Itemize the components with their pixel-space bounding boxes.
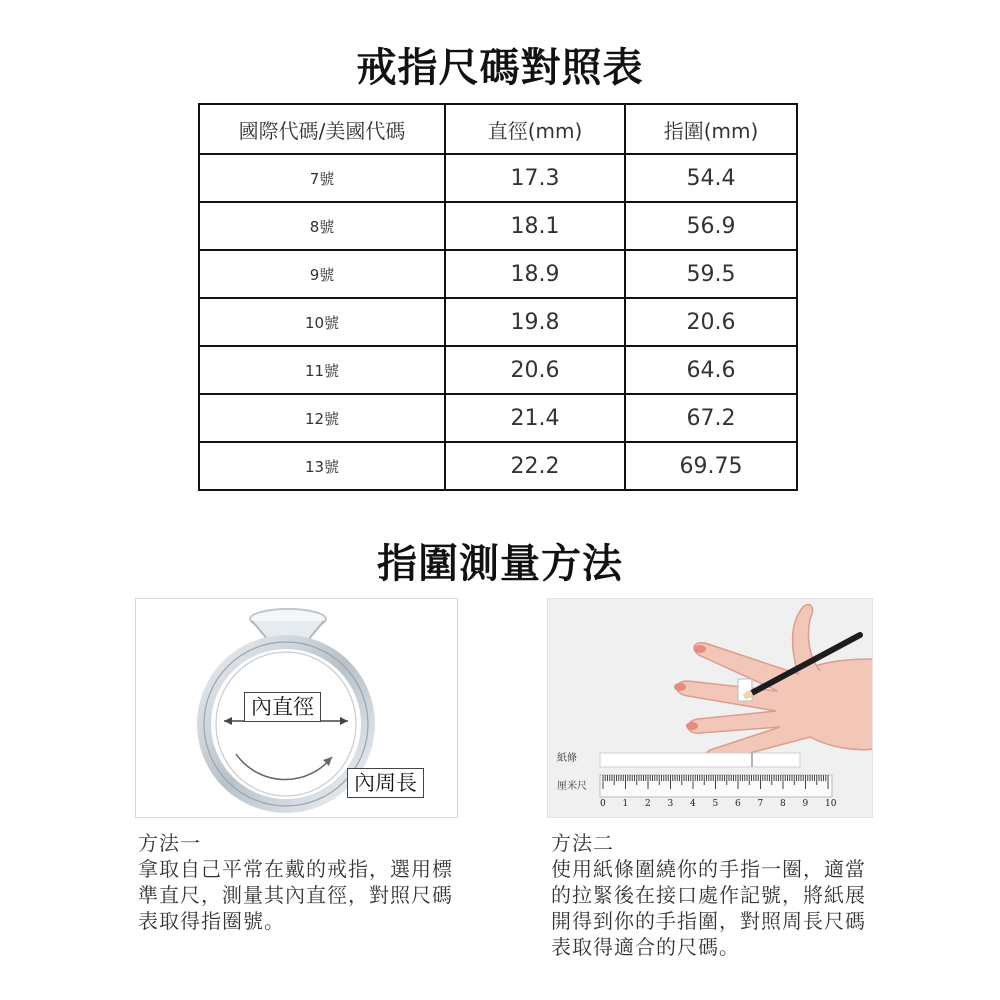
hand-measure-figure — [547, 598, 873, 818]
circumference-cell: 20.6 — [625, 298, 797, 346]
method-two-heading: 方法二 — [551, 831, 614, 855]
method-two — [551, 830, 881, 960]
ruler-tick-label: 7 — [757, 799, 764, 809]
ruler-tick-label: 5 — [712, 799, 719, 809]
header-diameter: 直徑(mm) — [445, 104, 625, 154]
diameter-cell: 20.6 — [445, 346, 625, 394]
section-title: 指圍測量方法 — [377, 541, 623, 587]
table-row — [199, 394, 797, 442]
diameter-cell: 19.8 — [445, 298, 625, 346]
ruler-tick-label: 4 — [690, 799, 696, 809]
size-code-cell: 9號 — [199, 250, 445, 298]
size-code-cell: 11號 — [199, 346, 445, 394]
table-row — [199, 202, 797, 250]
circumference-cell: 56.9 — [625, 202, 797, 250]
hand-illustration — [548, 599, 873, 818]
page-title: 戒指尺碼對照表 — [356, 45, 644, 91]
ruler-tick-label: 9 — [802, 799, 809, 809]
ruler-tick-label: 8 — [780, 799, 786, 809]
header-circumference: 指圍(mm) — [625, 104, 797, 154]
table-row — [199, 442, 797, 490]
ruler-tick-label: 1 — [622, 799, 629, 809]
size-code-cell: 7號 — [199, 154, 445, 202]
diameter-cell: 18.1 — [445, 202, 625, 250]
strip-label: 紙條 — [557, 753, 577, 764]
diameter-cell: 18.9 — [445, 250, 625, 298]
size-code-cell: 8號 — [199, 202, 445, 250]
circumference-cell: 54.4 — [625, 154, 797, 202]
diameter-cell: 17.3 — [445, 154, 625, 202]
ruler-tick-label: 10 — [825, 799, 837, 809]
ring-size-table — [198, 103, 798, 491]
circumference-cell: 59.5 — [625, 250, 797, 298]
ruler-tick-label: 2 — [645, 799, 651, 809]
ruler-tick-label: 0 — [600, 799, 606, 809]
ruler-tick-label: 3 — [667, 799, 674, 809]
table-row — [199, 346, 797, 394]
table-row — [199, 154, 797, 202]
size-code-cell: 12號 — [199, 394, 445, 442]
diameter-cell: 22.2 — [445, 442, 625, 490]
size-code-cell: 13號 — [199, 442, 445, 490]
table-row — [199, 250, 797, 298]
header-size-code: 國際代碼/美國代碼 — [199, 104, 445, 154]
method-one-heading: 方法一 — [138, 831, 201, 855]
inner-circumference-label: 內周長 — [347, 768, 424, 798]
method-two-text: 使用紙條圍繞你的手指一圈，適當的拉緊後在接口處作記號，將紙展開得到你的手指圍，對照周長尺碼表取得適合的尺碼。 — [551, 857, 866, 959]
inner-diameter-label: 內直徑 — [244, 692, 321, 722]
table-header-row — [199, 104, 797, 154]
circumference-cell: 67.2 — [625, 394, 797, 442]
ruler-numbers — [548, 799, 873, 813]
circumference-cell: 69.75 — [625, 442, 797, 490]
diameter-cell: 21.4 — [445, 394, 625, 442]
ruler-label: 厘米尺 — [557, 781, 587, 792]
ruler-tick-label: 6 — [735, 799, 741, 809]
method-one-text: 拿取自己平常在戴的戒指，選用標準直尺，測量其內直徑，對照尺碼表取得指圈號。 — [138, 857, 453, 933]
size-code-cell: 10號 — [199, 298, 445, 346]
table-row — [199, 298, 797, 346]
circumference-cell: 64.6 — [625, 346, 797, 394]
method-one — [138, 830, 468, 934]
